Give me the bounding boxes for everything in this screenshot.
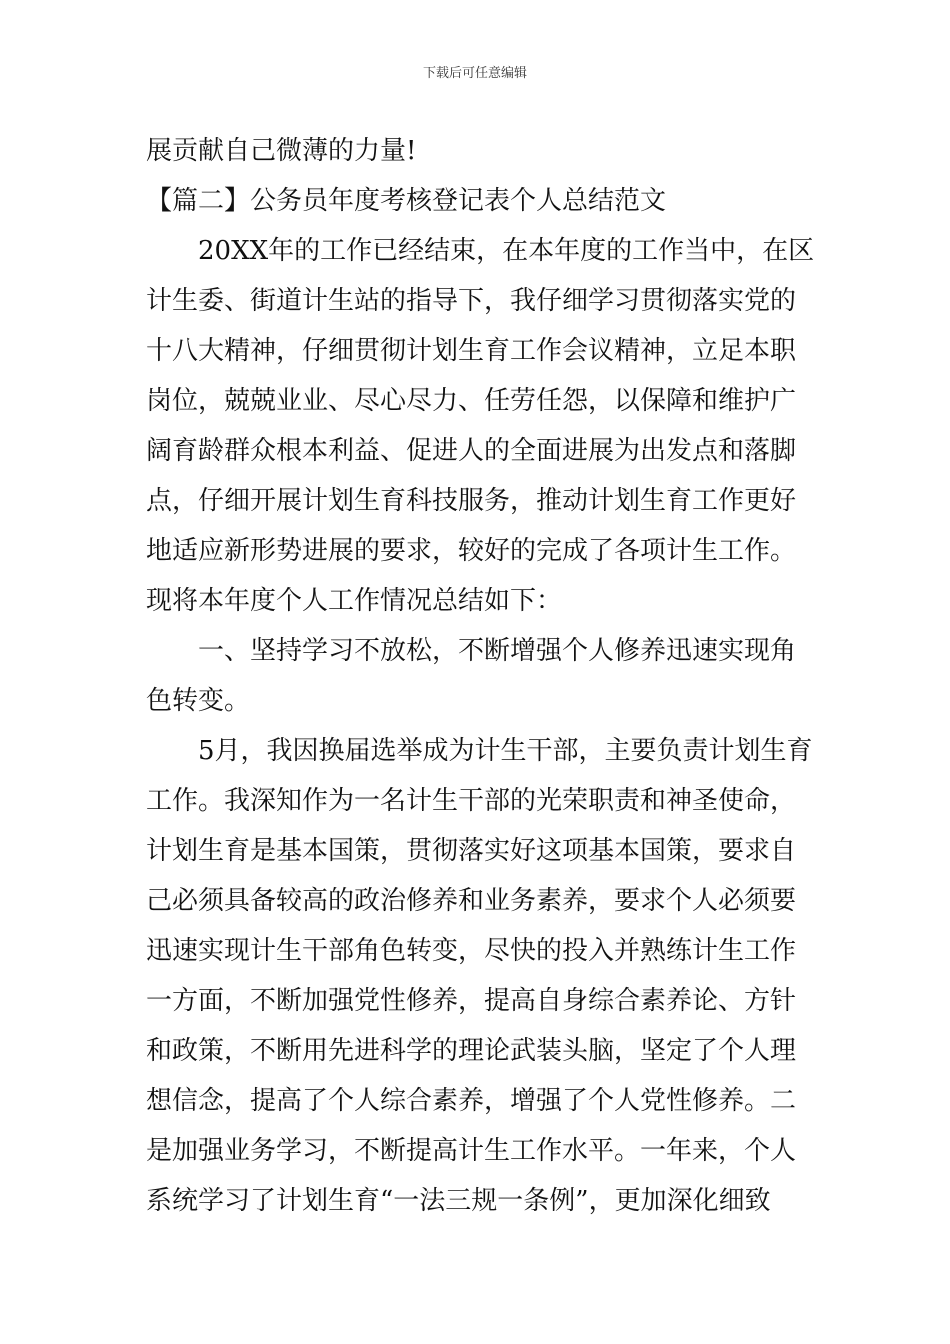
text-line: 地适应新形势进展的要求，较好的完成了各项计生工作。 <box>146 536 797 566</box>
text-line: 迅速实现计生干部角色转变，尽快的投入并熟练计生工作 <box>146 936 797 966</box>
section-title: 【篇二】公务员年度考核登记表个人总结范文 <box>146 186 667 216</box>
text-line: 工作。我深知作为一名计生干部的光荣职责和神圣使命， <box>146 786 797 816</box>
text-line: 是加强业务学习，不断提高计生工作水平。一年来，个人 <box>146 1136 797 1166</box>
text-line: 计生委、街道计生站的指导下，我仔细学习贯彻落实党的 <box>146 286 797 316</box>
text-line: 十八大精神，仔细贯彻计划生育工作会议精神，立足本职 <box>146 336 797 366</box>
text-line: 计划生育是基本国策，贯彻落实好这项基本国策，要求自 <box>146 836 797 866</box>
document-body <box>146 126 815 1226</box>
subsection-heading: 一、坚持学习不放松，不断增强个人修养迅速实现角 <box>198 636 797 666</box>
text-line: 己必须具备较高的政治修养和业务素养，要求个人必须要 <box>146 886 797 916</box>
text-line: 想信念，提高了个人综合素养，增强了个人党性修养。二 <box>146 1086 797 1116</box>
text-line: 和政策，不断用先进科学的理论武装头脑，坚定了个人理 <box>146 1036 797 1066</box>
text-line: 点，仔细开展计划生育科技服务，推动计划生育工作更好 <box>146 486 797 516</box>
text-line: 展贡献自己微薄的力量! <box>146 136 417 166</box>
text-line: 色转变。 <box>146 686 251 716</box>
text-line: 20XX年的工作已经结束，在本年度的工作当中，在区 <box>198 236 815 266</box>
text-line: 岗位，兢兢业业、尽心尽力、任劳任怨，以保障和维护广 <box>146 386 797 416</box>
text-line: 系统学习了计划生育“一法三规一条例”，更加深化细致 <box>146 1186 771 1216</box>
text-line: 现将本年度个人工作情况总结如下： <box>146 586 563 616</box>
text-line: 阔育龄群众根本利益、促进人的全面进展为出发点和落脚 <box>146 436 797 466</box>
page-header: 下载后可任意编辑 <box>422 66 527 81</box>
text-line: 5月，我因换届选举成为计生干部，主要负责计划生育 <box>198 736 813 766</box>
text-line: 一方面，不断加强党性修养，提高自身综合素养论、方针 <box>146 986 797 1016</box>
